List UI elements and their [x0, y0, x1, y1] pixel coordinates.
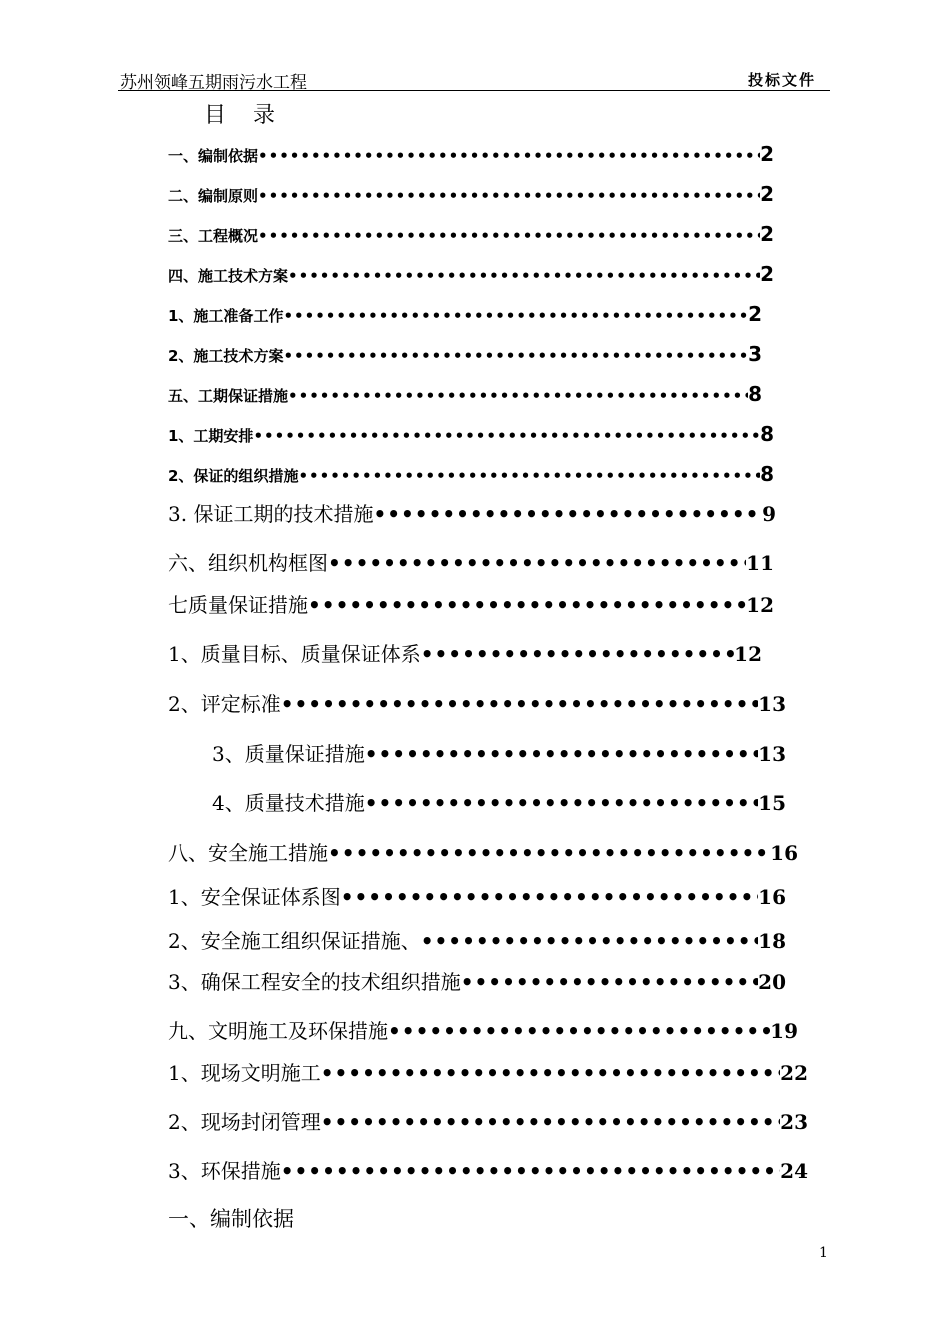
toc-entry-label: 三、工程概况	[168, 227, 259, 245]
toc-entry-page: 2	[760, 182, 774, 206]
toc-entry-page: 16	[770, 841, 798, 865]
toc-entry[interactable]	[168, 422, 774, 446]
toc-entry[interactable]	[168, 302, 762, 326]
leader-dots	[253, 427, 760, 445]
toc-entry-page: 16	[758, 885, 786, 909]
leader-dots	[298, 467, 760, 485]
leader-dots	[365, 742, 758, 766]
toc-entry[interactable]	[168, 142, 774, 166]
toc-entry-label: 3、确保工程安全的技术组织措施	[168, 970, 461, 994]
toc-entry-label: 1、安全保证体系图	[168, 885, 341, 909]
toc-entry[interactable]	[168, 222, 774, 246]
toc-entry-page: 22	[780, 1061, 808, 1085]
toc-entry-label: 七质量保证措施	[168, 593, 308, 617]
leader-dots	[421, 929, 758, 953]
toc-entry[interactable]	[168, 342, 762, 366]
leader-dots	[288, 267, 760, 285]
leader-dots	[328, 551, 746, 575]
toc-entry[interactable]	[168, 547, 774, 576]
toc-entry-page: 2	[748, 302, 762, 326]
toc-entry-label: 1、工期安排	[168, 427, 254, 445]
toc-entry-page: 8	[760, 422, 774, 446]
toc-entry-page: 15	[758, 791, 786, 815]
leader-dots	[258, 147, 760, 165]
toc-entry-label: 3. 保证工期的技术措施	[168, 502, 374, 526]
toc-entry[interactable]	[168, 881, 786, 910]
toc-entry[interactable]	[168, 382, 762, 406]
leader-dots	[281, 692, 758, 716]
toc-entry-page: 20	[758, 970, 786, 994]
toc-entry[interactable]	[168, 262, 774, 286]
toc-entry[interactable]	[168, 1015, 798, 1044]
section-heading: 一、编制依据	[168, 1207, 294, 1231]
page-number: 1	[819, 1245, 828, 1261]
toc-entry-page: 23	[780, 1110, 808, 1134]
toc-entry-label: 1、现场文明施工	[168, 1061, 321, 1085]
toc-entry-page: 11	[746, 551, 774, 575]
leader-dots	[321, 1061, 780, 1085]
toc-entry-page: 3	[748, 342, 762, 366]
leader-dots	[308, 593, 746, 617]
toc-entry-label: 六、组织机构框图	[168, 551, 328, 575]
toc-entry-page: 2	[760, 222, 774, 246]
toc-entry[interactable]	[168, 462, 774, 486]
toc-entry-label: 1、质量目标、质量保证体系	[168, 642, 421, 666]
leader-dots	[283, 307, 748, 325]
toc-entry-page: 8	[748, 382, 762, 406]
leader-dots	[321, 1110, 780, 1134]
toc-entry-label: 2、安全施工组织保证措施、	[168, 929, 421, 953]
leader-dots	[373, 502, 762, 526]
toc-entry[interactable]	[168, 498, 776, 527]
toc-entry-label: 2、施工技术方案	[168, 347, 284, 365]
leader-dots	[281, 1159, 780, 1183]
toc-entry-label: 3、环保措施	[168, 1159, 281, 1183]
toc-entry-label: 4、质量技术措施	[212, 791, 365, 815]
toc-entry-label: 2、现场封闭管理	[168, 1110, 321, 1134]
leader-dots	[421, 642, 734, 666]
toc-entry[interactable]	[212, 738, 786, 767]
leader-dots	[258, 187, 760, 205]
toc-entry-label: 3、质量保证措施	[212, 742, 365, 766]
toc-entry-label: 五、工期保证措施	[168, 387, 289, 405]
toc-entry[interactable]	[168, 589, 774, 618]
leader-dots	[461, 970, 758, 994]
toc-entry[interactable]	[168, 688, 786, 717]
toc-title: 目 录	[204, 103, 285, 128]
toc-entry-page: 2	[760, 142, 774, 166]
toc-entry-label: 2、评定标准	[168, 692, 281, 716]
toc-entry-page: 13	[758, 742, 786, 766]
toc-entry-page: 2	[760, 262, 774, 286]
leader-dots	[283, 347, 748, 365]
toc-entry-page: 12	[734, 642, 762, 666]
leader-dots	[288, 387, 748, 405]
leader-dots	[341, 885, 758, 909]
header-rule	[118, 90, 830, 91]
toc-entry-label: 九、文明施工及环保措施	[168, 1019, 388, 1043]
toc-entry-label: 八、安全施工措施	[168, 841, 328, 865]
header-doc-type: 投标文件	[748, 71, 817, 89]
toc-entry-page: 9	[762, 502, 776, 526]
toc-entry[interactable]	[168, 1155, 808, 1184]
leader-dots	[328, 841, 770, 865]
toc-entry-label: 1、施工准备工作	[168, 307, 284, 325]
toc-entry[interactable]	[168, 1057, 808, 1086]
toc-entry-page: 19	[770, 1019, 798, 1043]
toc-entry[interactable]	[168, 925, 786, 954]
toc-entry[interactable]	[168, 182, 774, 206]
toc-entry-label: 一、编制依据	[168, 147, 259, 165]
toc-entry-page: 13	[758, 692, 786, 716]
toc-entry-label: 二、编制原则	[168, 187, 259, 205]
leader-dots	[365, 791, 758, 815]
toc-entry[interactable]	[168, 638, 762, 667]
toc-entry-page: 8	[760, 462, 774, 486]
toc-entry-label: 四、施工技术方案	[168, 267, 289, 285]
toc-entry-page: 12	[746, 593, 774, 617]
toc-entry[interactable]	[168, 966, 786, 995]
toc-entry[interactable]	[212, 787, 786, 816]
toc-entry[interactable]	[168, 1106, 808, 1135]
header-project-title: 苏州领峰五期雨污水工程	[120, 73, 307, 93]
toc-entry-page: 24	[780, 1159, 808, 1183]
toc-entry[interactable]	[168, 837, 798, 866]
toc-entry-label: 2、保证的组织措施	[168, 467, 299, 485]
leader-dots	[258, 227, 760, 245]
leader-dots	[388, 1019, 770, 1043]
toc-entry-page: 18	[758, 929, 786, 953]
